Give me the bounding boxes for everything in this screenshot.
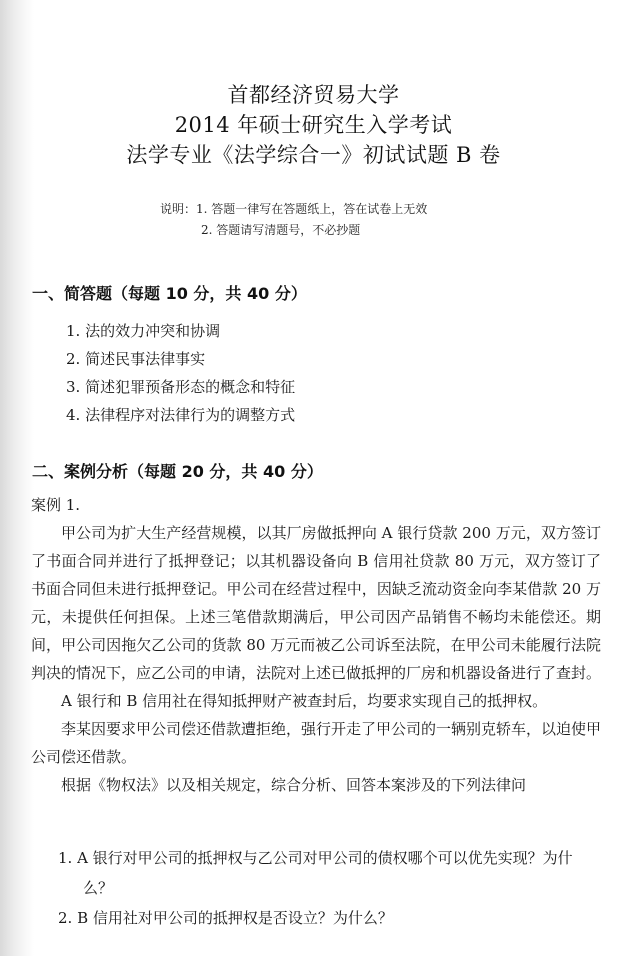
question-item: 4. 法律程序对法律行为的调整方式 (66, 406, 296, 424)
case-question-item: 1. A 银行对甲公司的抵押权与乙公司对甲公司的债权哪个可以优先实现？为什么？ (58, 849, 573, 897)
short-answer-question-list (66, 317, 295, 429)
section-heading-case-analysis: 二、案例分析（每题 20 分，共 40 分） (32, 462, 323, 481)
exam-name: 2014 年硕士研究生入学考试 (174, 113, 453, 137)
case-paragraph: 甲公司为扩大生产经营规模，以其厂房做抵押向 A 银行贷款 200 万元，双方签订了书面合同并进行了抵押登记；以其机器设备向 B 信用社贷款 80 万元，双方签订了书面合同但未进行抵押登记。甲公司在经营过程中，因缺乏流动资金向李某借款 20 万元，未提供任何担保。上述三笔借款期满后，甲公司因产品销售不畅均未能偿还。期间，甲公司因拖欠乙公司的货款 80 万元而被乙公司诉至法院，在甲公司未能履行法院判决的情况下，应乙公司的申请，法院对上述已做抵押的厂房和机器设备进行了查封。 (31, 524, 602, 682)
instruction-item: 1. 答题一律写在答题纸上，答在试卷上无效 (196, 202, 428, 216)
case-question-list (58, 843, 578, 933)
question-item: 1. 法的效力冲突和协调 (66, 322, 221, 340)
case-paragraph: 根据《物权法》以及相关规定，综合分析、回答本案涉及的下列法律问 (61, 776, 527, 794)
subject-title: 法学专业《法学综合一》初试试题 B 卷 (126, 143, 501, 167)
section-heading-short-answer: 一、简答题（每题 10 分，共 40 分） (32, 284, 307, 303)
instructions-label: 说明： (160, 202, 197, 216)
case-paragraph: A 银行和 B 信用社在得知抵押财产被查封后，均要求实现自己的抵押权。 (61, 692, 548, 710)
instruction-row-1 (160, 199, 427, 220)
instruction-row-2 (160, 220, 427, 241)
instructions (160, 199, 427, 241)
case-question-item: 2. B 信用社对甲公司的抵押权是否设立？为什么？ (58, 909, 393, 927)
case-title: 案例 1. (31, 496, 81, 514)
university-name: 首都经济贸易大学 (227, 83, 400, 107)
case-1 (31, 491, 601, 799)
case-paragraph: 李某因要求甲公司偿还借款遭拒绝，强行开走了甲公司的一辆别克轿车，以迫使甲公司偿还借款。 (31, 720, 602, 766)
question-item: 3. 简述犯罪预备形态的概念和特征 (66, 378, 296, 396)
exam-header (0, 80, 627, 170)
instruction-item: 2. 答题请写清题号，不必抄题 (201, 223, 361, 237)
question-item: 2. 简述民事法律事实 (66, 350, 206, 368)
